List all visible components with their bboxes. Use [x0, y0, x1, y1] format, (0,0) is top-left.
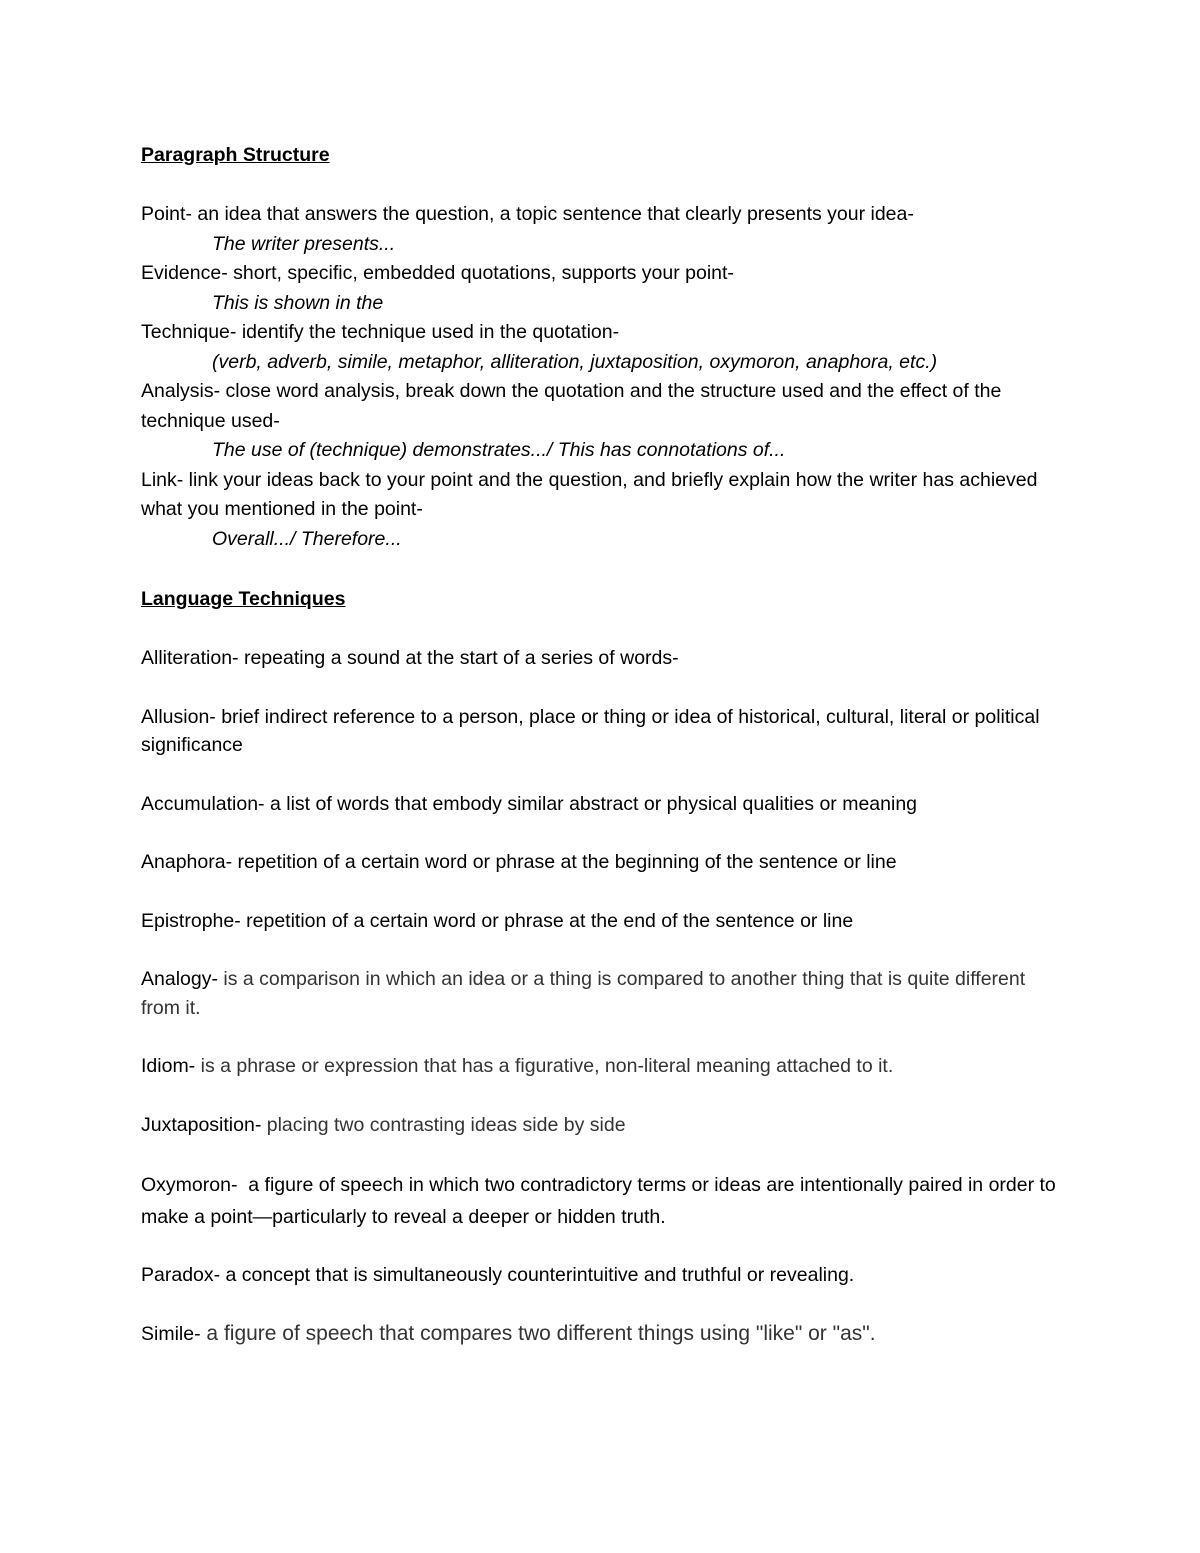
evidence-line: Evidence- short, specific, embedded quotations, supports your point-	[141, 262, 734, 284]
term-definition: repeating a sound at the start of a series of words-	[238, 647, 679, 669]
term-name: Accumulation-	[141, 792, 265, 815]
term-definition: brief indirect reference to a person, place or thing or idea of historical, cultural, literal or political significance	[141, 705, 1040, 756]
term-paradox	[141, 1261, 1066, 1290]
term-oxymoron	[141, 1169, 1066, 1233]
term-definition: a figure of speech in which two contradictory terms or ideas are intentionally paired in order to make a point—particularly to reveal a deeper or hidden truth.	[141, 1174, 1062, 1228]
language-techniques-heading: Language Techniques	[141, 588, 346, 610]
term-juxtaposition	[141, 1111, 1066, 1140]
analysis-example: The use of (technique) demonstrates.../ This has connotations of...	[212, 439, 786, 461]
link-line: Link- link your ideas back to your point and the question, and briefly explain how the writer has achieved what you mentioned in the point-	[141, 468, 1038, 520]
evidence-example: This is shown in the	[212, 291, 384, 314]
term-simile	[141, 1320, 1066, 1349]
term-definition: a list of words that embody similar abstract or physical qualities or meaning	[264, 792, 918, 815]
document-page	[141, 140, 1066, 1378]
term-name: Analogy-	[141, 968, 218, 990]
technique-example: (verb, adverb, simile, metaphor, alliteration, juxtaposition, oxymoron, anaphora, etc.)	[212, 350, 938, 373]
term-analogy	[141, 965, 1066, 1022]
analysis-line: Analysis- close word analysis, break down the quotation and the structure used and the effect of the technique used-	[141, 380, 1002, 432]
term-name: Anaphora-	[141, 851, 233, 873]
term-definition: is a comparison in which an idea or a thing is compared to another thing that is quite different from it.	[141, 968, 1026, 1019]
term-alliteration	[141, 644, 1066, 673]
point-line: Point- an idea that answers the question, a topic sentence that clearly presents your idea-	[141, 203, 914, 225]
term-definition: is a phrase or expression that has a figurative, non-literal meaning attached to it.	[195, 1055, 894, 1077]
point-example: The writer presents...	[212, 232, 396, 255]
paragraph-structure-heading: Paragraph Structure	[141, 144, 330, 166]
term-name: Epistrophe-	[141, 909, 241, 932]
term-definition: a concept that is simultaneously counterintuitive and truthful or revealing.	[220, 1264, 855, 1286]
term-name: Alliteration-	[141, 647, 239, 669]
term-definition: a figure of speech that compares two different things using "like" or "as".	[200, 1321, 876, 1345]
term-epistrophe	[141, 907, 1066, 936]
term-allusion	[141, 703, 1066, 760]
link-example: Overall.../ Therefore...	[212, 527, 402, 550]
term-anaphora	[141, 848, 1066, 877]
term-accumulation	[141, 790, 1066, 819]
term-name: Idiom-	[141, 1055, 196, 1077]
technique-line: Technique- identify the technique used in the quotation-	[141, 321, 620, 343]
term-name: Paradox-	[141, 1264, 221, 1286]
term-definition: repetition of a certain word or phrase at the end of the sentence or line	[240, 909, 854, 932]
term-name: Simile-	[141, 1322, 201, 1345]
term-name: Allusion-	[141, 705, 216, 728]
term-definition: placing two contrasting ideas side by side	[261, 1113, 626, 1136]
term-idiom	[141, 1052, 1066, 1081]
term-name: Juxtaposition-	[141, 1113, 262, 1136]
term-definition: repetition of a certain word or phrase at the beginning of the sentence or line	[232, 851, 897, 873]
term-name: Oxymoron-	[141, 1174, 238, 1196]
